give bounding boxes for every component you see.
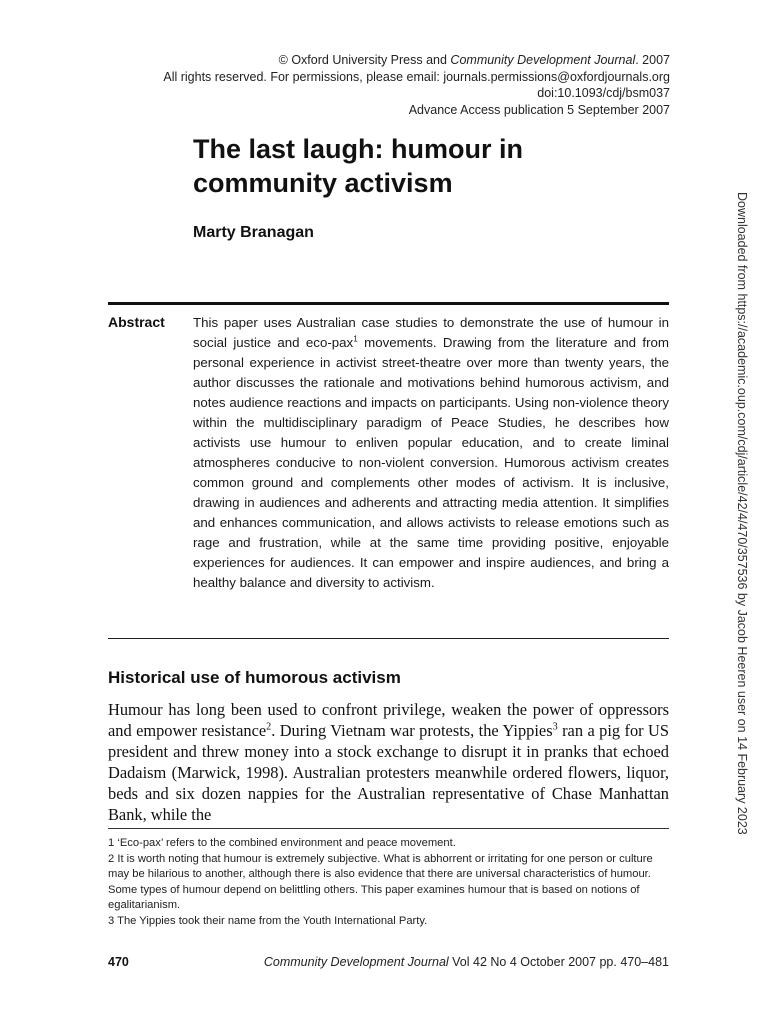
footnote-ref-2[interactable]: 2 xyxy=(266,721,272,733)
article-title: The last laugh: humour in community activism xyxy=(193,134,523,198)
section-heading: Historical use of humorous activism xyxy=(108,668,401,687)
footnote-3: 3 The Yippies took their name from the Youth International Party. xyxy=(108,914,428,927)
abstract-text: This paper uses Australian case studies to demonstrate the use of humour in social justice and eco-pax$^1$ movements. Drawing from the literature and from personal experience in activist street-theatre over more than twenty years, the author discusses the rationale and motivations behind humorous activism, and notes audience reactions and impacts on participants. Using non-violence theory within the multidisciplinary paradigm of Peace Studies, he describes how activists use humour to enliven popular education, and to create liminal atmospheres conducive to non-violent conversion. Humorous activism creates common ground and complements other modes of activism. It is inclusive, drawing in audiences and adherents and attracting media attention. It simplifies and enhances communication, and allows activists to release emotions such as rage and frustration, while at the same time providing positive, enjoyable experiences for audiences. It can empower and inspire audiences, and bring a healthy balance and diversity to activism. xyxy=(193,315,669,590)
footnote-rule xyxy=(108,828,669,829)
copyright-header xyxy=(163,52,670,118)
section-body-text: Humour has long been used to confront privilege, weaken the power of oppressors and empower resistance$^2$. During Vietnam war protests, the Yippies$^3$ ran a pig for US president and threw money into a stock exchange to disrupt it in pranks that echoed Dadaism (Marwick, 1998). Australian protesters meanwhile ordered flowers, liquor, beds and six dozen nappies for the Australian representative of Chase Manhattan Bank, while the xyxy=(108,700,670,824)
doi-line: doi:10.1093/cdj/bsm037 xyxy=(537,86,670,100)
footnote-1: 1 ‘Eco-pax’ refers to the combined environment and peace movement. xyxy=(108,837,456,849)
footnote-ref-3[interactable]: 3 xyxy=(552,721,558,733)
advance-access-line: Advance Access publication 5 September 2007 xyxy=(408,102,670,117)
abstract-top-rule xyxy=(108,302,669,305)
abstract-bottom-rule xyxy=(108,638,669,639)
footnote-2: 2 It is worth noting that humour is extremely subjective. What is abhorrent or irritating for one person or culture may be hilarious to another, although there is also evidence that there are universal characteristics of humour. Some types of humour depend on belittling others. This paper examines humour that is based on notions of egalitarianism. xyxy=(108,852,653,911)
journal-name: Community Development Journal xyxy=(450,53,636,67)
footnote-ref-1[interactable]: 1 xyxy=(353,334,358,344)
article-author: Marty Branagan xyxy=(193,224,314,241)
page-number: 470 xyxy=(108,955,129,969)
journal-citation: Community Development Journal Vol 42 No 4 October 2007 pp. 470–481 xyxy=(263,955,669,969)
footer-journal-name: Community Development Journal xyxy=(263,955,449,969)
download-watermark: Downloaded from https://academic.oup.com/cdj/article/42/4/470/357536 by Jacob Heeren user on 14 February 2023 xyxy=(735,192,749,835)
copyright-line: © Oxford University Press and Community Development Journal. 2007 xyxy=(278,53,670,67)
rights-line: All rights reserved. For permissions, please email: journals.permissions@oxfordjournals.org xyxy=(163,69,670,84)
footnotes xyxy=(108,836,669,929)
abstract-label: Abstract xyxy=(108,314,165,330)
